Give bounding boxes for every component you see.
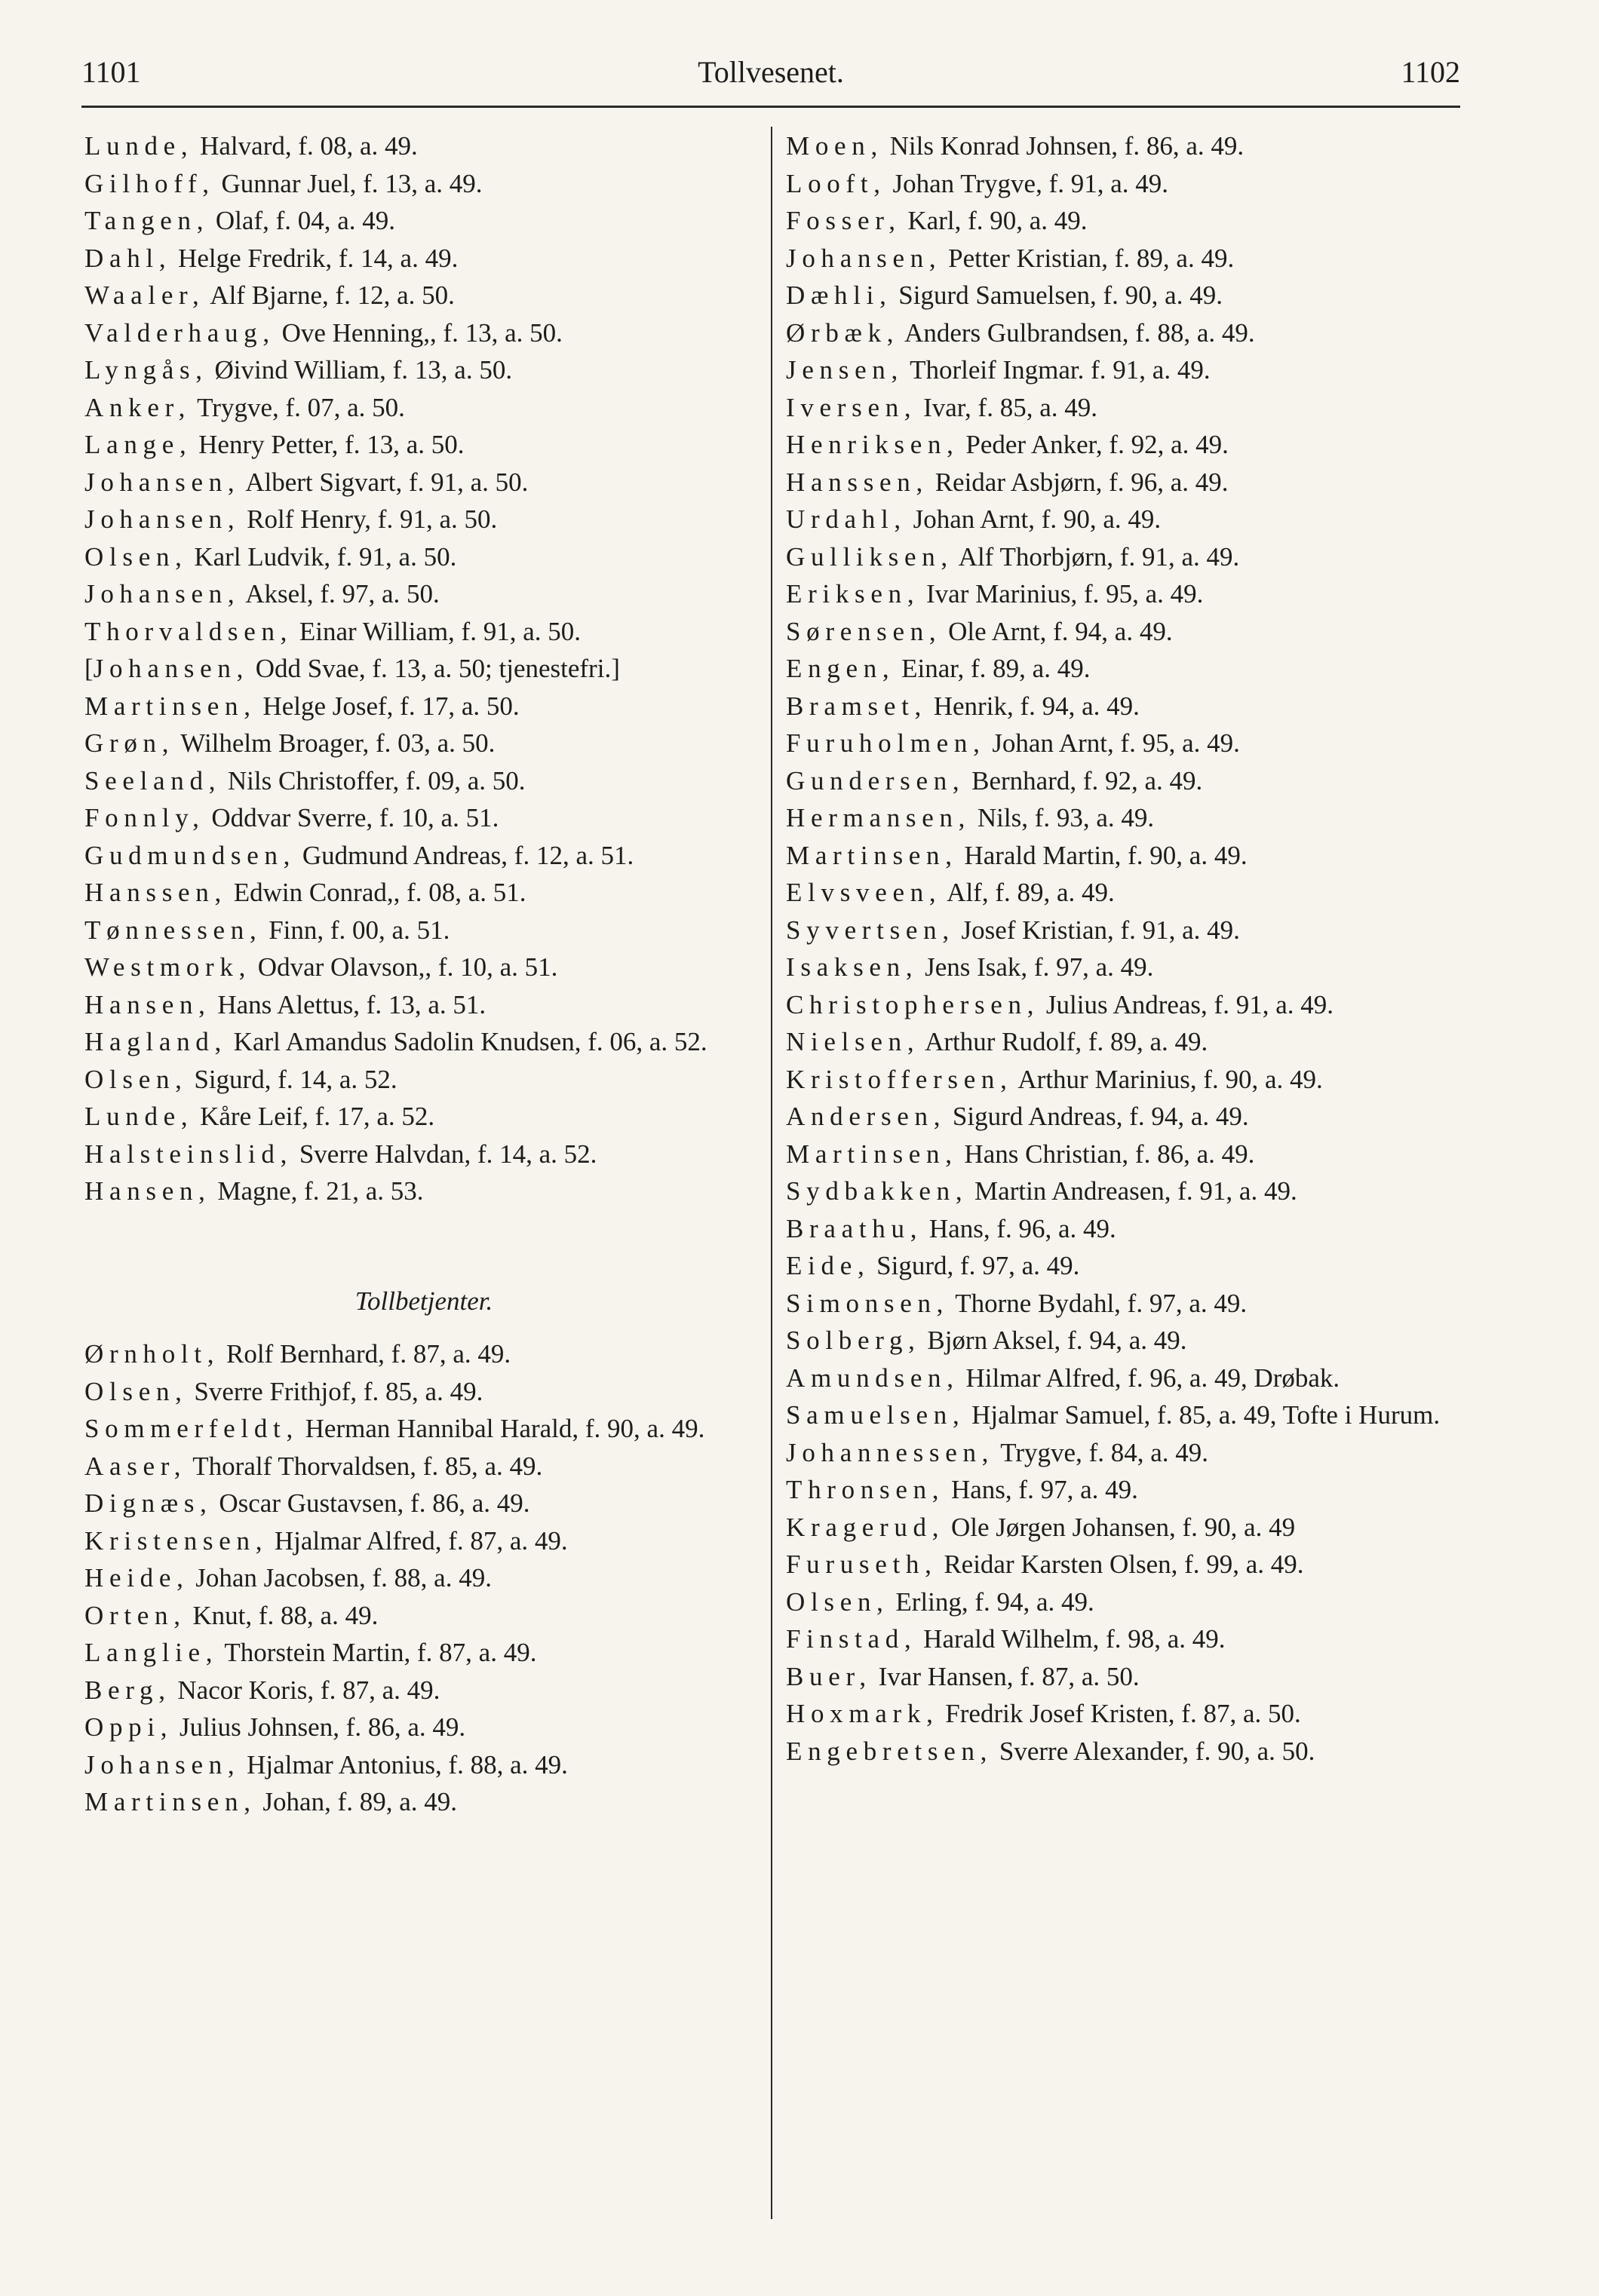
list-item <box>84 576 763 612</box>
entry-details: Trygve, f. 84, a. 49. <box>994 1437 1209 1467</box>
entry-details: Sigurd, f. 97, a. 49. <box>870 1251 1080 1280</box>
entry-details: Reidar Asbjørn, f. 96, a. 49. <box>928 467 1229 497</box>
list-item <box>786 987 1465 1023</box>
list-item <box>84 277 763 314</box>
list-item <box>786 1733 1465 1770</box>
entry-surname: Engebretsen, <box>786 1736 993 1766</box>
entry-details: Martin Andreasen, f. 91, a. 49. <box>968 1176 1297 1206</box>
entry-details: Finn, f. 00, a. 51. <box>262 915 450 945</box>
entry-surname: Hermansen, <box>786 803 971 832</box>
list-item <box>786 1547 1465 1583</box>
entry-details: Hilmar Alfred, f. 96, a. 49, Drøbak. <box>959 1363 1340 1393</box>
entry-details: Harald Wilhelm, f. 98, a. 49. <box>916 1624 1226 1654</box>
list-item <box>786 838 1465 874</box>
list-item <box>786 1136 1465 1173</box>
entry-details: Trygve, f. 07, a. 50. <box>191 392 405 422</box>
list-item <box>84 315 763 351</box>
entry-details: Albert Sigvart, f. 91, a. 50. <box>240 467 529 497</box>
list-item <box>786 1062 1465 1098</box>
list-item <box>786 315 1465 351</box>
entry-surname: Finstad, <box>786 1624 917 1654</box>
entry-surname: Seeland, <box>84 765 222 795</box>
entry-details: Einar, f. 89, a. 49. <box>895 654 1091 683</box>
list-item <box>84 1598 763 1634</box>
list-item <box>84 688 763 725</box>
entry-surname: Thronsen, <box>786 1475 945 1504</box>
entry-details: Ole Arnt, f. 94, a. 49. <box>941 616 1173 646</box>
entry-surname: Langlie, <box>84 1638 219 1667</box>
entry-surname: Kristoffersen, <box>786 1064 1013 1094</box>
entry-details: Johan, f. 89, a. 49. <box>256 1787 458 1816</box>
entry-details: Arthur Marinius, f. 90, a. 49. <box>1012 1064 1323 1094</box>
entry-details: Thorstein Martin, f. 87, a. 49. <box>218 1638 537 1667</box>
entry-surname: Sydbakken, <box>786 1176 968 1206</box>
list-item <box>84 1709 763 1746</box>
list-item <box>84 1672 763 1709</box>
entry-surname: Furuseth, <box>786 1550 938 1579</box>
column-divider <box>771 127 772 2219</box>
entry-surname: Looft, <box>786 168 886 198</box>
entry-surname: Dahl, <box>84 243 172 273</box>
list-item <box>786 1696 1465 1732</box>
entry-surname: Lange, <box>84 430 192 459</box>
entry-details: Karl Ludvik, f. 91, a. 50. <box>187 541 457 572</box>
list-item <box>786 1659 1465 1695</box>
entry-surname: Berg, <box>84 1675 171 1705</box>
entry-details: Hjalmar Samuel, f. 85, a. 49, Tofte i Hurum. <box>965 1400 1441 1430</box>
list-item <box>786 464 1465 501</box>
entry-details: Johan Arnt, f. 90, a. 49. <box>906 504 1162 534</box>
entry-surname: Kristensen, <box>84 1525 269 1556</box>
entry-surname: Lunde, <box>84 1102 194 1131</box>
entry-surname: Bramset, <box>786 691 927 721</box>
right-entry-list <box>786 128 1465 1770</box>
entry-surname: Heide, <box>84 1563 189 1592</box>
list-item <box>786 800 1465 836</box>
entry-details: Hans Alettus, f. 13, a. 51. <box>210 989 486 1019</box>
entry-surname: Johansen, <box>84 579 241 608</box>
entry-surname: Andersen, <box>786 1102 947 1131</box>
entry-details: Gunnar Juel, f. 13, a. 49. <box>214 168 483 198</box>
entry-details: Henrik, f. 94, a. 49. <box>927 691 1140 721</box>
list-item <box>786 427 1465 463</box>
entry-details: Alf Bjarne, f. 12, a. 50. <box>204 280 455 310</box>
entry-details: Odd Svae, f. 13, a. 50; tjenestefri.] <box>249 654 620 683</box>
list-item <box>84 1374 763 1410</box>
entry-surname: Orten, <box>84 1600 186 1630</box>
entry-details: Nacor Koris, f. 87, a. 49. <box>170 1675 440 1705</box>
right-column <box>786 128 1465 1770</box>
entry-details: Harald Martin, f. 90, a. 49. <box>957 840 1248 870</box>
page-title: Tollvesenet. <box>698 55 844 89</box>
list-item <box>84 352 763 388</box>
entry-surname: Olsen, <box>84 541 188 572</box>
list-item <box>786 1621 1465 1657</box>
entry-surname: Johannessen, <box>786 1437 995 1467</box>
entry-details: Thorne Bydahl, f. 97, a. 49. <box>949 1288 1248 1318</box>
entry-surname: Johansen, <box>84 1749 241 1779</box>
entry-details: Julius Andreas, f. 91, a. 49. <box>1039 989 1334 1019</box>
entry-surname: Furuholmen, <box>786 728 986 758</box>
list-item <box>786 203 1465 239</box>
entry-surname: Lunde, <box>84 131 194 161</box>
entry-details: Sigurd Samuelsen, f. 90, a. 49. <box>892 280 1223 310</box>
entry-surname: Gundersen, <box>786 765 965 795</box>
list-item <box>84 1136 763 1173</box>
entry-details: Rolf Henry, f. 91, a. 50. <box>240 504 498 534</box>
list-item <box>84 1747 763 1783</box>
list-item <box>84 203 763 239</box>
bracket-prefix: [ <box>84 654 94 683</box>
entry-surname: Eriksen, <box>786 579 920 608</box>
entry-surname: Anker, <box>84 392 192 422</box>
entry-details: Erling, f. 94, a. 49. <box>889 1586 1094 1617</box>
list-item <box>84 1523 763 1559</box>
entry-surname: Sommerfeldt, <box>84 1414 299 1443</box>
entry-details: Bernhard, f. 92, a. 49. <box>965 765 1203 795</box>
entry-details: Helge Josef, f. 17, a. 50. <box>256 691 520 721</box>
list-item <box>786 166 1465 202</box>
list-item <box>786 912 1465 949</box>
entry-details: Thoralf Thorvaldsen, f. 85, a. 49. <box>186 1451 543 1481</box>
entry-surname: Elvsveen, <box>786 878 942 907</box>
list-item <box>786 576 1465 612</box>
entry-details: Rolf Bernhard, f. 87, a. 49. <box>219 1339 511 1369</box>
list-item <box>786 128 1465 164</box>
list-item <box>786 1173 1465 1209</box>
entry-surname: Simonsen, <box>786 1288 950 1318</box>
entry-surname: Solberg, <box>786 1326 921 1355</box>
entry-details: Bjørn Aksel, f. 94, a. 49. <box>920 1326 1187 1355</box>
entry-details: Alf Thorbjørn, f. 91, a. 49. <box>953 541 1240 572</box>
list-item <box>84 763 763 799</box>
entry-surname: Westmork, <box>84 952 252 982</box>
list-item <box>786 539 1465 575</box>
entry-surname: Thorvaldsen, <box>84 616 293 646</box>
list-item <box>84 800 763 836</box>
section-entry-list <box>84 1336 763 1820</box>
entry-details: Petter Kristian, f. 89, a. 49. <box>941 243 1235 273</box>
entry-surname: Moen, <box>786 131 883 161</box>
entry-surname: Henriksen, <box>786 430 959 459</box>
entry-details: Ivar, f. 85, a. 49. <box>916 392 1097 422</box>
entry-details: Thorleif Ingmar. f. 91, a. 49. <box>903 355 1211 385</box>
entry-details: Fredrik Josef Kristen, f. 87, a. 50. <box>938 1699 1301 1728</box>
list-item <box>786 1584 1465 1620</box>
entry-details: Johan Jacobsen, f. 88, a. 49. <box>189 1563 492 1592</box>
entry-details: Hans, f. 96, a. 49. <box>922 1213 1116 1243</box>
entry-details: Wilhelm Broager, f. 03, a. 50. <box>174 728 496 758</box>
entry-surname: Fonnly, <box>84 803 205 832</box>
list-item <box>84 501 763 538</box>
entry-surname: Braathu, <box>786 1213 923 1243</box>
list-item <box>786 725 1465 762</box>
entry-details: Kåre Leif, f. 17, a. 52. <box>193 1102 435 1131</box>
entry-surname: Hoxmark, <box>786 1699 939 1728</box>
entry-surname: Sørensen, <box>786 616 942 646</box>
left-column <box>84 128 763 1822</box>
entry-details: Karl, f. 90, a. 49. <box>901 206 1088 235</box>
list-item <box>786 390 1465 426</box>
list-item <box>84 1784 763 1820</box>
entry-surname: Christophersen, <box>786 989 1040 1019</box>
entry-surname: Gilhoff, <box>84 168 215 198</box>
entry-details: Odvar Olavson,, f. 10, a. 51. <box>251 952 558 982</box>
entry-details: Hjalmar Antonius, f. 88, a. 49. <box>240 1749 568 1779</box>
entry-details: Øivind William, f. 13, a. 50. <box>207 355 513 385</box>
list-item <box>84 1560 763 1596</box>
list-item <box>786 651 1465 687</box>
list-item <box>786 501 1465 538</box>
entry-surname: Halsteinslid, <box>84 1139 293 1169</box>
entry-surname: Hagland, <box>84 1027 227 1056</box>
entry-surname: Ørnholt, <box>84 1339 220 1369</box>
list-item <box>786 688 1465 725</box>
list-item <box>786 875 1465 911</box>
list-item <box>84 725 763 762</box>
entry-details: Jens Isak, f. 97, a. 49. <box>918 952 1154 982</box>
list-item <box>786 1286 1465 1322</box>
list-item <box>84 1635 763 1671</box>
entry-surname: Johansen, <box>84 504 241 534</box>
header-rule <box>81 106 1460 108</box>
list-item <box>786 1323 1465 1359</box>
list-item <box>786 763 1465 799</box>
entry-surname: Tangen, <box>84 206 210 235</box>
entry-surname: Martinsen, <box>84 691 256 721</box>
entry-details: Henry Petter, f. 13, a. 50. <box>192 430 465 459</box>
entry-surname: Olsen, <box>786 1586 889 1617</box>
entry-details: Ivar Marinius, f. 95, a. 49. <box>919 579 1204 608</box>
entry-details: Sverre Alexander, f. 90, a. 50. <box>993 1736 1315 1766</box>
list-item <box>786 277 1465 314</box>
entry-details: Sigurd Andreas, f. 94, a. 49. <box>946 1102 1249 1131</box>
entry-details: Nils, f. 93, a. 49. <box>971 803 1155 832</box>
entry-surname: Nielsen, <box>786 1027 920 1056</box>
entry-surname: Buer, <box>786 1661 872 1691</box>
list-item <box>84 128 763 164</box>
list-item <box>786 1435 1465 1471</box>
list-item <box>786 241 1465 277</box>
list-item <box>84 1448 763 1485</box>
entry-details: Oddvar Sverre, f. 10, a. 51. <box>204 803 499 832</box>
list-item <box>786 1024 1465 1060</box>
entry-details: Karl Amandus Sadolin Knudsen, f. 06, a. 52. <box>226 1027 707 1056</box>
entry-details: Olaf, f. 04, a. 49. <box>209 206 396 235</box>
entry-details: Hjalmar Alfred, f. 87, a. 49. <box>268 1525 568 1556</box>
entry-surname: Dæhli, <box>786 280 892 310</box>
list-item <box>84 166 763 202</box>
list-item <box>786 949 1465 986</box>
list-item <box>786 1211 1465 1247</box>
entry-surname: Iversen, <box>786 392 917 422</box>
list-item <box>786 614 1465 650</box>
entry-details: Johan Trygve, f. 91, a. 49. <box>885 168 1169 198</box>
entry-surname: Isaksen, <box>786 952 919 982</box>
left-entry-list <box>84 128 763 1209</box>
entry-surname: Martinsen, <box>786 1139 958 1169</box>
list-item <box>84 949 763 986</box>
list-item <box>84 427 763 463</box>
entry-details: Nils Christoffer, f. 09, a. 50. <box>221 765 526 795</box>
entry-details: Ove Henning,, f. 13, a. 50. <box>275 317 563 348</box>
page-header <box>81 54 1460 107</box>
entry-details: Halvard, f. 08, a. 49. <box>193 131 418 161</box>
section-heading: Tollbetjenter. <box>354 1286 493 1316</box>
entry-details: Ivar Hansen, f. 87, a. 50. <box>871 1661 1140 1691</box>
entry-surname: Hanssen, <box>84 878 227 907</box>
list-item <box>84 1411 763 1447</box>
entry-details: Hans Christian, f. 86, a. 49. <box>957 1139 1255 1169</box>
list-item <box>84 539 763 575</box>
entry-details: Knut, f. 88, a. 49. <box>186 1600 379 1630</box>
entry-details: Johan Arnt, f. 95, a. 49. <box>985 728 1240 758</box>
list-item <box>84 464 763 501</box>
entry-details: Josef Kristian, f. 91, a. 49. <box>954 915 1240 945</box>
entry-surname: Martinsen, <box>786 840 958 870</box>
entry-surname: Grøn, <box>84 728 175 758</box>
entry-surname: Samuelsen, <box>786 1400 965 1430</box>
entry-details: Helge Fredrik, f. 14, a. 49. <box>171 243 459 273</box>
list-item <box>84 912 763 949</box>
entry-surname: Olsen, <box>84 1064 188 1094</box>
entry-details: Ole Jørgen Johansen, f. 90, a. 49 <box>944 1512 1296 1542</box>
entry-surname: Kragerud, <box>786 1512 945 1542</box>
entry-details: Julius Johnsen, f. 86, a. 49. <box>173 1712 466 1742</box>
list-item <box>84 1173 763 1209</box>
entry-details: Aksel, f. 97, a. 50. <box>240 579 440 608</box>
entry-surname: Martinsen, <box>84 1787 256 1816</box>
entry-details: Alf, f. 89, a. 49. <box>941 878 1115 907</box>
entry-surname: Hansen, <box>84 1176 211 1206</box>
entry-details: Einar William, f. 91, a. 50. <box>293 616 581 646</box>
list-item <box>84 651 763 687</box>
entry-surname: Hansen, <box>84 989 211 1019</box>
list-item <box>84 614 763 650</box>
list-item <box>84 1062 763 1098</box>
list-item <box>84 241 763 277</box>
list-item <box>786 1397 1465 1433</box>
entry-surname: Dignæs, <box>84 1488 213 1518</box>
entry-details: Gudmund Andreas, f. 12, a. 51. <box>296 840 634 870</box>
entry-surname: Ørbæk, <box>786 317 900 348</box>
entry-details: Oscar Gustavsen, f. 86, a. 49. <box>212 1488 530 1518</box>
entry-details: Arthur Rudolf, f. 89, a. 49. <box>919 1027 1208 1056</box>
list-item <box>84 1485 763 1522</box>
list-item <box>786 1510 1465 1546</box>
entry-surname: Lyngås, <box>84 355 208 385</box>
entry-details: Peder Anker, f. 92, a. 49. <box>959 430 1229 459</box>
entry-surname: Johansen, <box>84 467 241 497</box>
list-item <box>84 875 763 911</box>
entry-surname: Valderhaug, <box>84 317 275 348</box>
entry-details: Sverre Frithjof, f. 85, a. 49. <box>187 1376 483 1406</box>
entry-surname: Syvertsen, <box>786 915 955 945</box>
entry-surname: Eide, <box>786 1251 870 1280</box>
entry-details: Sverre Halvdan, f. 14, a. 52. <box>293 1139 597 1169</box>
list-item <box>786 1099 1465 1135</box>
entry-surname: Jensen, <box>786 355 904 385</box>
entry-details: Anders Gulbrandsen, f. 88, a. 49. <box>899 317 1255 348</box>
list-item <box>84 1099 763 1135</box>
list-item <box>786 1472 1465 1508</box>
entry-surname: Gulliksen, <box>786 541 953 572</box>
entry-surname: Tønnessen, <box>84 915 262 945</box>
list-item <box>786 1248 1465 1284</box>
entry-details: Magne, f. 21, a. 53. <box>210 1176 424 1206</box>
entry-surname: Engen, <box>786 654 895 683</box>
list-item <box>786 1360 1465 1396</box>
entry-details: Nils Konrad Johnsen, f. 86, a. 49. <box>882 131 1245 161</box>
right-page-number: 1102 <box>1401 55 1460 89</box>
entry-surname: Urdahl, <box>786 504 907 534</box>
entry-surname: Oppi, <box>84 1712 173 1742</box>
list-item <box>84 987 763 1023</box>
entry-surname: Amundsen, <box>786 1363 959 1393</box>
entry-surname: Johansen, <box>786 243 942 273</box>
entry-details: Herman Hannibal Harald, f. 90, a. 49. <box>298 1414 705 1443</box>
list-item <box>84 838 763 874</box>
entry-surname: Olsen, <box>84 1376 188 1406</box>
entry-surname: Gudmundsen, <box>84 840 296 870</box>
entry-surname: Johansen, <box>93 654 250 683</box>
entry-surname: Waaler, <box>84 280 205 310</box>
entry-surname: Aaser, <box>84 1451 187 1481</box>
list-item <box>84 1024 763 1060</box>
entry-surname: Fosser, <box>786 206 901 235</box>
entry-surname: Hanssen, <box>786 467 928 497</box>
entry-details: Sigurd, f. 14, a. 52. <box>187 1064 397 1094</box>
entry-details: Reidar Karsten Olsen, f. 99, a. 49. <box>937 1550 1304 1579</box>
entry-details: Edwin Conrad,, f. 08, a. 51. <box>226 878 526 907</box>
list-item <box>84 1336 763 1372</box>
left-page-number: 1101 <box>81 55 141 89</box>
entry-details: Hans, f. 97, a. 49. <box>944 1475 1138 1504</box>
list-item <box>84 390 763 426</box>
list-item <box>786 352 1465 388</box>
